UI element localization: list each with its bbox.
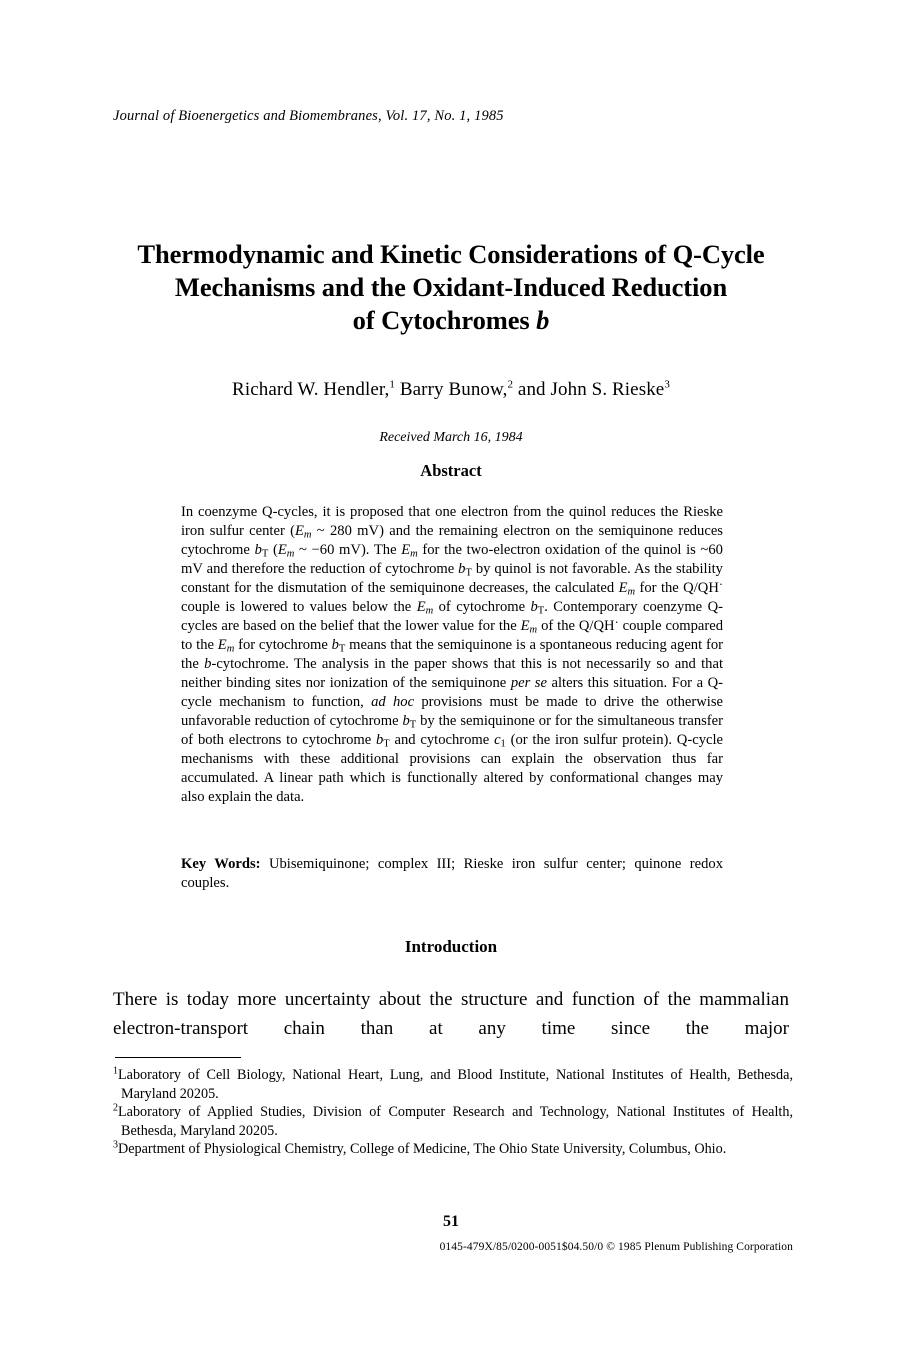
article-title-line-3 bbox=[113, 304, 789, 337]
footnote-marker: 1 bbox=[113, 1065, 118, 1077]
article-title bbox=[113, 238, 789, 337]
author-1-name: Richard W. Hendler, bbox=[232, 379, 390, 400]
author-3-name: and John S. Rieske bbox=[513, 379, 665, 400]
article-title-line-1: Thermodynamic and Kinetic Considerations of Q-Cycle bbox=[137, 239, 765, 269]
article-title-line-2: Mechanisms and the Oxidant-Induced Reduction bbox=[174, 272, 728, 302]
received-date: Received March 16, 1984 bbox=[379, 430, 523, 445]
keywords-label: Key Words: bbox=[181, 856, 261, 872]
keywords-block bbox=[181, 855, 723, 893]
copyright-line: 0145-479X/85/0200-0051$04.50/0 © 1985 Plenum Publishing Corporation bbox=[439, 1241, 793, 1253]
footnote-text: Laboratory of Cell Biology, National Heart, Lung, and Blood Institute, National Institutes of Health, Bethesda, Maryland 20205. bbox=[118, 1067, 793, 1102]
author-3-affiliation-marker: 3 bbox=[664, 378, 670, 391]
abstract-paragraph: In coenzyme Q-cycles, it is proposed that one electron from the quinol reduces the Rieske iron sulfur center ($E_m$ ~ 280 mV) and the remaining electron on the semiquinone reduces cytochrome bT ($E_m$ ~ −60 mV). The $E_m$ for the two-electron oxidation of the quinol is ~60 mV and therefore the reduction of cytochrome bT by quinol is not favorable. As the stability constant for the dismutation of the semiquinone decreases, the calculated $E_m$ for the Q/QH· couple is lowered to values below the $E_m$ of cytochrome bT. Contemporary coenzyme Q-cycles are based on the belief that the lower value for the $E_m$ of the Q/QH· couple compared to the $E_m$ for cytochrome bT means that the semiquinone is a spontaneous reducing agent for the b-cytochrome. The analysis in the paper shows that this is not necessarily so and that neither binding sites nor ionization of the semiquinone per se alters this situation. For a Q-cycle mechanism to function, ad hoc provisions must be made to drive the otherwise unfavorable reduction of cytochrome bT by the semiquinone or for the simultaneous transfer of both electrons to cytochrome bT and cytochrome c1 (or the iron sulfur protein). Q-cycle mechanisms with these additional provisions can explain the observation thus far accumulated. A linear path which is functionally altered by conformational changes may also explain the data. bbox=[181, 504, 723, 805]
page-number: 51 bbox=[443, 1213, 459, 1230]
footnote-list bbox=[113, 1066, 793, 1159]
footnote-item bbox=[113, 1066, 793, 1103]
introduction-paragraph: There is today more uncertainty about the structure and function of the mammalian electron-transport chain than at any time since the major bbox=[113, 989, 789, 1039]
footnote-separator-rule bbox=[115, 1057, 241, 1058]
footnote-marker: 3 bbox=[113, 1139, 118, 1151]
footnote-text: Department of Physiological Chemistry, College of Medicine, The Ohio State University, Columbus, Ohio. bbox=[118, 1141, 727, 1158]
author-2-affiliation-marker: 2 bbox=[507, 378, 514, 391]
author-1-affiliation-marker: 1 bbox=[389, 378, 395, 391]
article-title-line-3-text: of Cytochromes bbox=[352, 305, 537, 335]
introduction-heading: Introduction bbox=[404, 937, 498, 956]
footnote-item bbox=[113, 1103, 793, 1140]
keywords-text: Ubisemiquinone; complex III; Rieske iron sulfur center; quinone redox couples. bbox=[181, 856, 723, 891]
abstract-body bbox=[181, 503, 723, 807]
footnote-marker: 2 bbox=[113, 1102, 118, 1114]
footnote-item bbox=[113, 1140, 793, 1159]
introduction-body bbox=[113, 986, 789, 1072]
author-list bbox=[113, 379, 789, 401]
abstract-heading: Abstract bbox=[420, 461, 482, 480]
journal-running-head: Journal of Bioenergetics and Biomembranes, Vol. 17, No. 1, 1985 bbox=[113, 108, 504, 124]
article-title-line-3-italic: b bbox=[536, 305, 550, 335]
author-2-name: Barry Bunow, bbox=[394, 379, 508, 400]
footnote-text: Laboratory of Applied Studies, Division of Computer Research and Technology, National Institutes of Health, Bethesda, Maryland 20205. bbox=[118, 1104, 793, 1139]
